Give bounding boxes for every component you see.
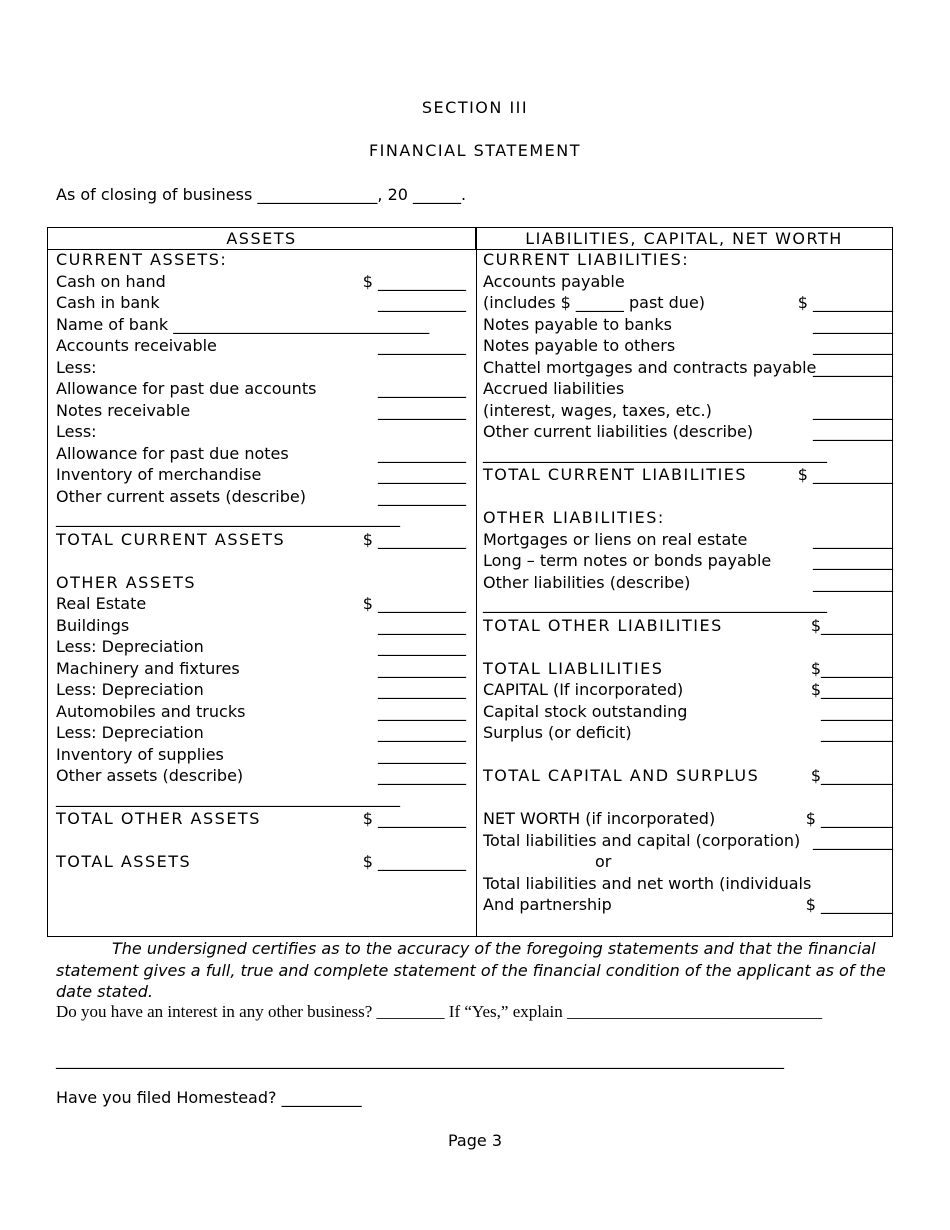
- row-label: ___________________________________________: [483, 443, 827, 463]
- row-label: OTHER LIABILITIES:: [483, 508, 665, 527]
- statement-row: [56, 271, 466, 293]
- amount-field[interactable]: $_________: [810, 658, 893, 678]
- statement-row: [56, 464, 466, 486]
- amount-field[interactable]: $_________: [810, 766, 893, 785]
- statement-row: [56, 615, 466, 637]
- statement-row: [56, 249, 466, 271]
- row-label: Other current assets (describe): [56, 486, 306, 506]
- row-label: NET WORTH (if incorporated): [483, 809, 716, 828]
- row-label: ___________________________________________: [56, 787, 400, 807]
- statement-row: [56, 679, 466, 701]
- amount-field[interactable]: $ ___________: [362, 271, 466, 291]
- row-label: Real Estate: [56, 594, 147, 613]
- statement-row: [483, 593, 893, 615]
- row-label: TOTAL ASSETS: [56, 852, 192, 871]
- row-label: Total liabilities and capital (corporation): [483, 830, 801, 850]
- financial-statement-table: [47, 227, 893, 937]
- statement-row: [56, 357, 466, 379]
- statement-row: [483, 335, 893, 357]
- statement-row: [56, 722, 466, 744]
- statement-row: [56, 400, 466, 422]
- statement-row: [483, 400, 893, 422]
- row-label: (includes $ ______ past due): [483, 293, 706, 312]
- statement-row: [483, 314, 893, 336]
- statement-row: [56, 292, 466, 314]
- statement-row: [483, 550, 893, 572]
- row-label: TOTAL LIABLILITIES: [483, 658, 664, 678]
- certification-statement: [56, 938, 892, 1003]
- statement-row: [483, 894, 893, 916]
- amount-field[interactable]: ___________: [378, 744, 466, 764]
- amount-field[interactable]: $ ___________: [362, 529, 466, 549]
- amount-field[interactable]: _________: [821, 723, 893, 742]
- statement-row: [483, 271, 893, 293]
- row-label: Surplus (or deficit): [483, 723, 632, 742]
- statement-row: [56, 593, 466, 615]
- amount-field[interactable]: __________: [813, 572, 893, 592]
- statement-row: [483, 486, 893, 508]
- statement-row: [56, 787, 466, 809]
- amount-field[interactable]: ___________: [378, 443, 466, 463]
- statement-row: [483, 464, 893, 486]
- row-label: TOTAL OTHER LIABILITIES: [483, 615, 723, 635]
- statement-row: [483, 507, 893, 529]
- statement-row: [483, 701, 893, 723]
- statement-row: [483, 808, 893, 830]
- statement-row: [56, 744, 466, 766]
- amount-field[interactable]: _________: [821, 701, 893, 721]
- row-label: Mortgages or liens on real estate: [483, 529, 748, 549]
- row-label: CAPITAL (If incorporated): [483, 680, 684, 699]
- statement-row: [56, 658, 466, 680]
- amount-field[interactable]: ___________: [378, 486, 466, 506]
- row-label: TOTAL CURRENT LIABILITIES: [483, 465, 748, 484]
- statement-row: [483, 636, 893, 658]
- amount-field[interactable]: $ ___________: [362, 594, 466, 613]
- amount-field[interactable]: __________: [813, 422, 893, 441]
- statement-row: [483, 249, 893, 271]
- row-label: Cash in bank: [56, 293, 160, 312]
- section-heading: SECTION III: [421, 98, 529, 117]
- statement-row: [483, 572, 893, 594]
- row-label: Inventory of supplies: [56, 744, 224, 764]
- amount-field[interactable]: ___________: [378, 379, 466, 398]
- amount-field[interactable]: __________: [813, 551, 893, 570]
- statement-row: [56, 572, 466, 594]
- statement-row: [56, 701, 466, 723]
- statement-row: [56, 335, 466, 357]
- page-number: Page 3: [448, 1131, 502, 1150]
- row-label: Name of bank ________________________________: [56, 314, 430, 334]
- statement-row: [56, 636, 466, 658]
- statement-row: [56, 830, 466, 852]
- row-label: CURRENT ASSETS:: [56, 250, 228, 269]
- amount-field[interactable]: ___________: [378, 400, 466, 420]
- row-label: Notes payable to others: [483, 336, 676, 355]
- row-label: Cash on hand: [56, 271, 166, 291]
- amount-field[interactable]: ___________: [378, 680, 466, 699]
- amount-field[interactable]: $ _________: [805, 809, 893, 828]
- page-title: FINANCIAL STATEMENT: [368, 141, 582, 160]
- amount-field[interactable]: $ _________: [805, 895, 893, 914]
- row-label: OTHER ASSETS: [56, 572, 197, 592]
- amount-field[interactable]: $ __________: [797, 293, 893, 312]
- row-label: Total liabilities and net worth (individuals: [483, 873, 812, 893]
- row-label: Buildings: [56, 615, 130, 635]
- row-label: (interest, wages, taxes, etc.): [483, 400, 712, 420]
- row-label: Notes receivable: [56, 400, 191, 420]
- liabilities-header: LIABILITIES, CAPITAL, NET WORTH: [476, 228, 892, 250]
- row-label: Other assets (describe): [56, 766, 244, 785]
- statement-row: [483, 787, 893, 809]
- row-label: Less:: [56, 357, 97, 377]
- amount-field[interactable]: __________: [813, 830, 893, 850]
- row-label: Capital stock outstanding: [483, 701, 688, 721]
- row-label: Less: Depreciation: [56, 680, 204, 699]
- statement-row: [56, 421, 466, 443]
- assets-header: ASSETS: [48, 228, 476, 250]
- row-label: And partnership: [483, 895, 612, 914]
- row-label: Chattel mortgages and contracts payable: [483, 357, 817, 377]
- row-label: Machinery and fixtures: [56, 658, 240, 678]
- statement-row: [56, 378, 466, 400]
- statement-row: [56, 550, 466, 572]
- amount-field[interactable]: __________: [813, 529, 893, 549]
- amount-field[interactable]: $_________: [810, 680, 893, 699]
- statement-row: [483, 421, 893, 443]
- row-label: or: [595, 852, 612, 871]
- amount-field[interactable]: $_________: [810, 615, 893, 635]
- amount-field[interactable]: $ __________: [797, 465, 893, 484]
- amount-field[interactable]: $ ___________: [362, 809, 466, 828]
- statement-row: [483, 765, 893, 787]
- row-label: TOTAL OTHER ASSETS: [56, 809, 261, 828]
- amount-field[interactable]: __________: [813, 357, 893, 377]
- other-business-question[interactable]: Do you have an interest in any other business? ________ If “Yes,” explain ______________________________: [56, 1002, 822, 1021]
- row-label: Other current liabilities (describe): [483, 422, 754, 441]
- statement-row: [483, 658, 893, 680]
- statement-row: [56, 314, 466, 336]
- row-label: Accounts receivable: [56, 336, 217, 355]
- statement-row: [483, 443, 893, 465]
- row-label: TOTAL CAPITAL AND SURPLUS: [483, 766, 760, 785]
- statement-row: [483, 873, 893, 895]
- statement-row: [483, 722, 893, 744]
- statement-row: [483, 292, 893, 314]
- row-label: Automobiles and trucks: [56, 701, 246, 721]
- amount-field[interactable]: ___________: [378, 637, 466, 656]
- statement-row: [483, 744, 893, 766]
- row-label: Less:: [56, 422, 97, 441]
- row-label: Accrued liabilities: [483, 379, 625, 398]
- amount-field[interactable]: __________: [813, 314, 893, 334]
- column-divider: [476, 228, 477, 936]
- row-label: Other liabilities (describe): [483, 572, 691, 592]
- amount-field[interactable]: $ ___________: [362, 852, 466, 871]
- statement-row: [483, 615, 893, 637]
- statement-row: [483, 357, 893, 379]
- amount-field[interactable]: __________: [813, 336, 893, 355]
- amount-field[interactable]: ___________: [378, 465, 466, 484]
- amount-field[interactable]: ___________: [378, 615, 466, 635]
- statement-row: [56, 443, 466, 465]
- statement-row: [56, 486, 466, 508]
- row-label: Inventory of merchandise: [56, 465, 262, 484]
- row-label: ___________________________________________: [56, 508, 400, 527]
- statement-row: [483, 851, 893, 873]
- statement-row: [56, 765, 466, 787]
- row-label: CURRENT LIABILITIES:: [483, 250, 690, 269]
- amount-field[interactable]: ___________: [378, 701, 466, 721]
- statement-row: [483, 679, 893, 701]
- row-label: TOTAL CURRENT ASSETS: [56, 529, 286, 549]
- certification-text: The undersigned certifies as to the accuracy of the foregoing statements and that the financial statement gives a full, true and complete statement of the financial condition of the applicant as of the date stated.: [56, 939, 886, 1001]
- statement-row: [483, 830, 893, 852]
- row-label: ___________________________________________: [483, 594, 827, 613]
- row-label: Notes payable to banks: [483, 314, 672, 334]
- amount-field[interactable]: ___________: [378, 723, 466, 742]
- row-label: Long – term notes or bonds payable: [483, 551, 772, 570]
- row-label: Allowance for past due accounts: [56, 379, 317, 398]
- amount-field[interactable]: ___________: [378, 336, 466, 355]
- explanation-line[interactable]: ___________________________________________________________________________________________: [56, 1050, 784, 1069]
- amount-field[interactable]: __________: [813, 400, 893, 420]
- row-label: Allowance for past due notes: [56, 443, 289, 463]
- row-label: Accounts payable: [483, 271, 625, 291]
- statement-row: [56, 529, 466, 551]
- homestead-question[interactable]: Have you filed Homestead? __________: [56, 1088, 362, 1107]
- as-of-date-line[interactable]: As of closing of business _______________, 20 ______.: [56, 185, 467, 204]
- statement-row: [56, 507, 466, 529]
- amount-field[interactable]: ___________: [378, 658, 466, 678]
- row-label: Less: Depreciation: [56, 637, 204, 656]
- statement-row: [483, 529, 893, 551]
- statement-row: [483, 378, 893, 400]
- amount-field[interactable]: ___________: [378, 766, 466, 785]
- amount-field[interactable]: ___________: [378, 293, 466, 312]
- statement-row: [56, 851, 466, 873]
- row-label: Less: Depreciation: [56, 723, 204, 742]
- statement-row: [56, 808, 466, 830]
